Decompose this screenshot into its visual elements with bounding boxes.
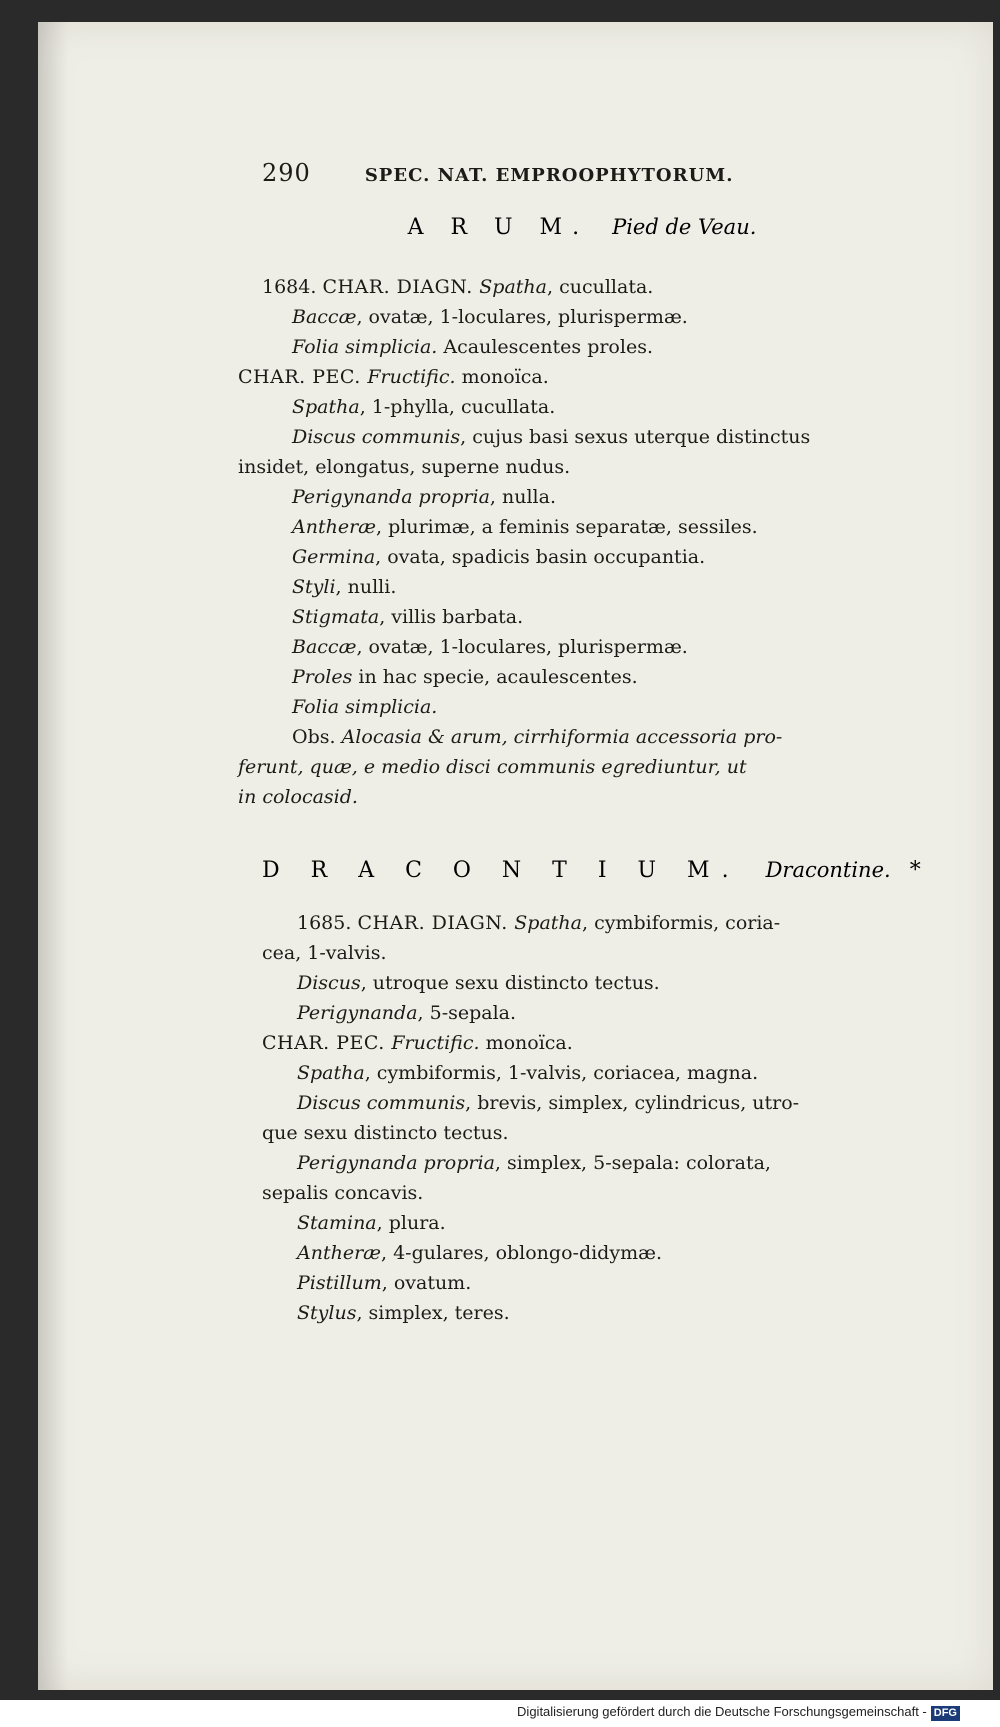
- text-line: Styli, nulli.: [292, 576, 397, 598]
- digitization-credit: [517, 1704, 960, 1721]
- text-line: Folia simplicia.: [292, 696, 438, 718]
- text-line: 1685. CHAR. DIAGN. Spatha, cymbiformis, coria-: [297, 912, 781, 934]
- text-line: sepalis concavis.: [262, 1182, 424, 1204]
- text-line: Baccæ, ovatæ, 1-loculares, plurispermæ.: [292, 636, 688, 658]
- text-line: Perigynanda propria, nulla.: [292, 486, 556, 508]
- text-line: cea, 1-valvis.: [262, 942, 387, 964]
- text-line: Antheræ, 4-gulares, oblongo-didymæ.: [297, 1242, 662, 1264]
- asterisk-mark: *: [909, 858, 933, 883]
- running-title: SPEC. NAT. EMPROOPHYTORUM.: [364, 165, 734, 186]
- text-line: Stigmata, villis barbata.: [292, 606, 524, 628]
- text-line: Folia simplicia. Acaulescentes proles.: [292, 336, 653, 358]
- genus-heading-dracontium: [262, 858, 933, 883]
- text-line: Proles in hac specie, acaulescentes.: [292, 666, 638, 688]
- text-line: insidet, elongatus, superne nudus.: [238, 456, 571, 478]
- text-line: Perigynanda, 5-sepala.: [297, 1002, 517, 1024]
- text-line: CHAR. PEC. Fructific. monoïca.: [262, 1032, 573, 1054]
- text-line: Discus communis, cujus basi sexus uterque distinctus: [292, 426, 811, 448]
- page-header: [262, 158, 902, 191]
- credit-text: Digitalisierung gefördert durch die Deutsche Forschungsgemeinschaft -: [517, 1704, 927, 1719]
- text-line: Perigynanda propria, simplex, 5-sepala: colorata,: [297, 1152, 771, 1174]
- text-line: in colocasid.: [238, 786, 358, 808]
- text-line: que sexu distincto tectus.: [262, 1122, 509, 1144]
- text-line: Discus, utroque sexu distincto tectus.: [297, 972, 660, 994]
- text-line: ferunt, quæ, e medio disci communis egrediuntur, ut: [238, 756, 747, 778]
- dfg-logo: DFG: [931, 1706, 960, 1721]
- text-line: Stamina, plura.: [297, 1212, 446, 1234]
- text-line: 1684. CHAR. DIAGN. Spatha, cucullata.: [262, 276, 654, 298]
- text-line: Spatha, 1-phylla, cucullata.: [292, 396, 556, 418]
- text-line: Discus communis, brevis, simplex, cylindricus, utro-: [297, 1092, 800, 1114]
- genus-heading-arum: [262, 215, 902, 240]
- text-line: Obs. Alocasia & arum, cirrhiformia accessoria pro-: [292, 726, 783, 748]
- page-number: 290: [262, 159, 311, 187]
- text-line: CHAR. PEC. Fructific. monoïca.: [238, 366, 549, 388]
- genus-name: A R U M.: [407, 215, 590, 240]
- text-line: Pistillum, ovatum.: [297, 1272, 472, 1294]
- text-line: Antheræ, plurimæ, a feminis separatæ, sessiles.: [292, 516, 758, 538]
- text-line: Baccæ, ovatæ, 1-loculares, plurispermæ.: [292, 306, 688, 328]
- genus-name: D R A C O N T I U M.: [262, 858, 741, 883]
- text-line: Stylus, simplex, teres.: [297, 1302, 510, 1324]
- vernacular-name: Dracontine.: [765, 858, 891, 882]
- vernacular-name: Pied de Veau.: [612, 215, 757, 239]
- gutter-shadow: [38, 22, 68, 1690]
- text-line: Spatha, cymbiformis, 1-valvis, coriacea, magna.: [297, 1062, 759, 1084]
- text-line: Germina, ovata, spadicis basin occupantia.: [292, 546, 706, 568]
